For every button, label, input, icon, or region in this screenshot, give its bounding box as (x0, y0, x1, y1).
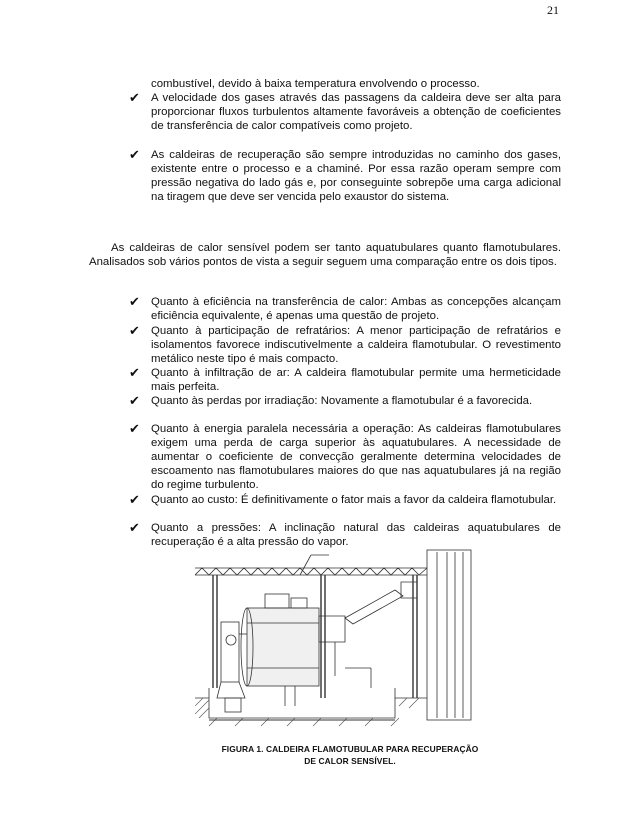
figure-caption-line: DE CALOR SENSÍVEL. (304, 756, 396, 766)
continuation-text: combustível, devido à baixa temperatura envolvendo o processo. (151, 78, 480, 90)
list-item-text: Quanto à energia paralela necessária a operação: As caldeiras flamotubulares exigem uma perda de carga superior às aquatubulares. A necessidade de aumentar o coeficiente de convecção geralmente determina velocidades de escoamento nas flamotubulares maiores do que nas aquatubulares já na região do regime turbulento. (151, 423, 561, 492)
list-item (129, 520, 561, 549)
list-item-text: Quanto à participação de refratários: A menor participação de refratários e isolamentos favorece indiscutivelmente a caldeira flamotubular. O revestimento metálico neste tipo é mais compacto. (151, 325, 561, 366)
list-item (129, 147, 561, 204)
list-item (129, 323, 561, 366)
check-mark-icon: ✔ (129, 393, 140, 408)
check-mark-icon: ✔ (129, 520, 140, 535)
check-mark-icon: ✔ (129, 90, 140, 105)
list-item-text: As caldeiras de recuperação são sempre introduzidas no caminho dos gases, existente entre o processo e a chaminé. Por essa razão operam sempre com pressão negativa do lado gás e, por conseguinte sobrepõe uma carga adicional na tiragem que deve ser vencida pelo exaustor do sistema. (151, 149, 561, 204)
list-item (129, 365, 561, 394)
check-mark-icon: ✔ (129, 421, 140, 436)
list-item (129, 294, 561, 323)
list-item (129, 90, 561, 133)
boiler-diagram-figure (195, 548, 485, 744)
list-item-text: Quanto à infiltração de ar: A caldeira flamotubular permite uma hermeticidade mais perfeita. (151, 367, 561, 394)
body-paragraph: As caldeiras de calor sensível podem ser tanto aquatubulares quanto flamotubulares. Analisados sob vários pontos de vista a seguir seguem uma comparação entre os dois tipos. (89, 242, 561, 269)
list-item (129, 421, 561, 492)
figure-caption-line: FIGURA 1. CALDEIRA FLAMOTUBULAR PARA RECUPERAÇÃO (221, 744, 479, 754)
list-item-text: Quanto ao custo: É definitivamente o fator mais a favor da caldeira flamotubular. (151, 494, 557, 506)
list-item-text: Quanto à eficiência na transferência de calor: Ambas as concepções alcançam eficiência equivalente, é apenas uma questão de projeto. (151, 296, 561, 323)
check-mark-icon: ✔ (129, 147, 140, 162)
list-item-text: Quanto às perdas por irradiação: Novamente a flamotubular é a favorecida. (151, 395, 533, 407)
check-mark-icon: ✔ (129, 323, 140, 338)
page-number: 21 (547, 3, 559, 17)
check-mark-icon: ✔ (129, 294, 140, 309)
check-mark-icon: ✔ (129, 365, 140, 380)
list-item (129, 393, 561, 408)
figure-caption (200, 743, 500, 767)
list-item-text: A velocidade dos gases através das passagens da caldeira deve ser alta para proporcionar fluxos turbulentos altamente favoráveis a obtenção de coeficientes de transferência de calor compatíveis como projeto. (151, 92, 561, 133)
list-item-text: Quanto a pressões: A inclinação natural das caldeiras aquatubulares de recuperação é a alta pressão do vapor. (151, 522, 561, 549)
list-item (129, 492, 561, 507)
check-mark-icon: ✔ (129, 492, 140, 507)
